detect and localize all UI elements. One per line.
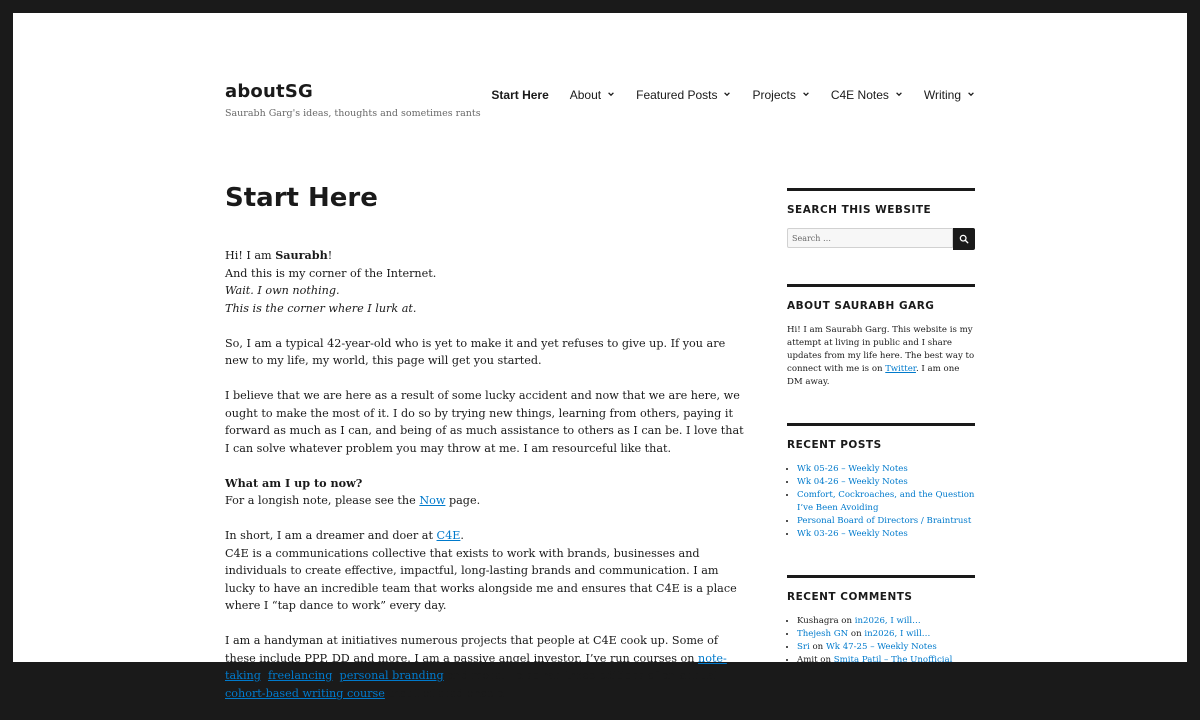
- freelancing-link[interactable]: freelancing: [268, 669, 333, 682]
- recent-post-link[interactable]: Wk 03-26 – Weekly Notes: [797, 529, 908, 539]
- c4e-link[interactable]: C4E: [436, 529, 461, 542]
- nav-item-label: Featured Posts: [636, 88, 718, 102]
- about-widget: [787, 284, 975, 389]
- comment-post-link[interactable]: in2026, I will…: [864, 629, 931, 639]
- nav-item-projects[interactable]: [731, 88, 809, 102]
- nav-item-label: C4E Notes: [830, 88, 889, 102]
- recent-posts-list: [787, 463, 975, 541]
- paragraph: I believe that we are here as a result of some lucky accident and now that we are here, we ought to make the most of it. I do so by trying new things, learning from others, paying it forward as much as I can, and being of as much assistance to others as I can be. I love that I can solve whatever problem you may throw at me. I am resourceful like that.: [225, 389, 744, 455]
- main-navigation: [470, 88, 975, 102]
- list-item: [797, 515, 975, 528]
- chevron-down-icon: [723, 90, 731, 98]
- paragraph-text: C4E is a communications collective that exists to work with brands, businesses and individuals to create effective, impactful, long-lasting brands and communication. I am lucky to have an incredible team that works alongside me and ensures that C4E is a place where I “tap dance to work” every day.: [225, 546, 737, 612]
- c4e-paragraph: [225, 527, 749, 615]
- widget-title: RECENT POSTS: [787, 439, 882, 451]
- list-item: [797, 615, 975, 628]
- comment-on-text: on: [838, 616, 855, 626]
- list-item: [797, 628, 975, 641]
- about-text: [787, 324, 975, 389]
- recent-comments-widget: [787, 575, 975, 667]
- intro-italic: This is the corner where I lurk at.: [225, 301, 417, 315]
- paragraph-text: In short, I am a dreamer and doer at: [225, 529, 437, 542]
- site-title[interactable]: aboutSG: [225, 81, 313, 102]
- entry-content: [225, 247, 749, 702]
- personal-branding-link[interactable]: personal branding: [339, 669, 444, 682]
- author-name: Saurabh: [275, 248, 328, 262]
- page: [13, 13, 1187, 700]
- writing-course-link[interactable]: cohort-based writing course: [225, 686, 385, 700]
- chevron-down-icon: [802, 90, 810, 98]
- about-text-body: . I am one DM away.: [787, 364, 960, 387]
- list-item: [797, 654, 975, 667]
- paragraph: So, I am a typical 42-year-old who is yet to make it and yet refuses to give up. If you are new to my life, my world, this page will get you started.: [225, 336, 726, 367]
- nav-item-label: Writing: [923, 88, 961, 102]
- recent-post-link[interactable]: Wk 05-26 – Weekly Notes: [797, 464, 908, 474]
- search-button[interactable]: [953, 228, 975, 250]
- comment-post-link[interactable]: Smita Patil – The Unofficial: [833, 655, 953, 665]
- recent-post-link[interactable]: Wk 04-26 – Weekly Notes: [797, 477, 908, 487]
- intro-text: And this is my corner of the Internet.: [225, 266, 437, 280]
- paragraph-text: ,: [260, 669, 269, 682]
- nav-item-featured-posts[interactable]: [615, 88, 731, 102]
- chevron-down-icon: [967, 90, 975, 98]
- search-input[interactable]: [787, 228, 953, 248]
- comment-author[interactable]: Thejesh GN: [797, 629, 849, 639]
- nav-item-label: About: [569, 88, 602, 102]
- twitter-link[interactable]: Twitter: [885, 364, 916, 374]
- nav-item-label: Start Here: [491, 88, 549, 102]
- comment-post-link[interactable]: Wk 47-25 – Weekly Notes: [825, 642, 937, 652]
- recent-posts-widget: [787, 423, 975, 541]
- nav-item-about[interactable]: [549, 88, 615, 102]
- paragraph-text: and more. I also ran three editions of an annual: [443, 669, 719, 682]
- nav-item-label: Projects: [752, 88, 796, 102]
- list-item: [797, 641, 975, 654]
- recent-comments-list: [787, 615, 975, 667]
- search-icon: [959, 232, 969, 247]
- paragraph-text: .: [460, 529, 464, 542]
- now-link[interactable]: Now: [419, 494, 446, 507]
- comment-on-text: on: [817, 655, 834, 665]
- chevron-down-icon: [895, 90, 903, 98]
- comment-author: Amit: [797, 655, 818, 665]
- widget-title: ABOUT SAURABH GARG: [787, 300, 935, 312]
- recent-post-link[interactable]: Comfort, Cockroaches, and the Question I’ve Been Avoiding: [797, 490, 975, 513]
- paragraph-text: page.: [445, 494, 481, 507]
- projects-paragraph: [225, 632, 749, 702]
- paragraph-text: I am a handyman at initiatives numerous projects that people at C4E cook up. Some of these include PPP, DD and more. I am a passive angel investor. I’ve run courses on: [225, 634, 718, 665]
- comment-author: Kushagra: [797, 616, 839, 626]
- search-form: [787, 228, 975, 250]
- paragraph-text: that I offered once a: [384, 686, 504, 700]
- chevron-down-icon: [607, 90, 615, 98]
- comment-author[interactable]: Sri: [797, 642, 810, 652]
- page-title: Start Here: [225, 183, 378, 213]
- nav-item-c4e-notes[interactable]: [810, 88, 903, 102]
- main-content: [225, 183, 749, 720]
- list-item: [797, 489, 975, 515]
- list-item: [797, 528, 975, 541]
- paragraph-text: For a longish note, please see the: [225, 494, 420, 507]
- comment-post-link[interactable]: in2026, I will…: [854, 616, 921, 626]
- intro-paragraph: [225, 247, 749, 317]
- now-paragraph: [225, 475, 749, 510]
- intro-text: Hi! I am: [225, 249, 276, 262]
- intro-text: !: [327, 249, 333, 262]
- comment-on-text: on: [809, 642, 826, 652]
- intro-italic: Wait. I own nothing.: [225, 284, 340, 297]
- widget-title: SEARCH THIS WEBSITE: [787, 204, 932, 216]
- nav-item-start-here[interactable]: [470, 88, 548, 102]
- list-item: [797, 476, 975, 489]
- search-widget: [787, 188, 975, 250]
- note-taking-link[interactable]: note-taking: [225, 651, 727, 682]
- about-text-body: Hi! I am Saurabh Garg. This website is my attempt at living in public and I share updates from my life here. The best way to connect with me is on: [787, 325, 975, 374]
- section-heading: What am I up to now?: [225, 475, 363, 490]
- sidebar: [787, 188, 975, 701]
- list-item: [797, 463, 975, 476]
- recent-post-link[interactable]: Personal Board of Directors / Braintrust: [797, 516, 972, 526]
- paragraph-text: ,: [332, 669, 340, 682]
- widget-title: RECENT COMMENTS: [787, 591, 913, 603]
- site-description: Saurabh Garg's ideas, thoughts and sometimes rants: [225, 108, 481, 119]
- nav-item-writing[interactable]: [903, 88, 975, 102]
- comment-on-text: on: [848, 629, 865, 639]
